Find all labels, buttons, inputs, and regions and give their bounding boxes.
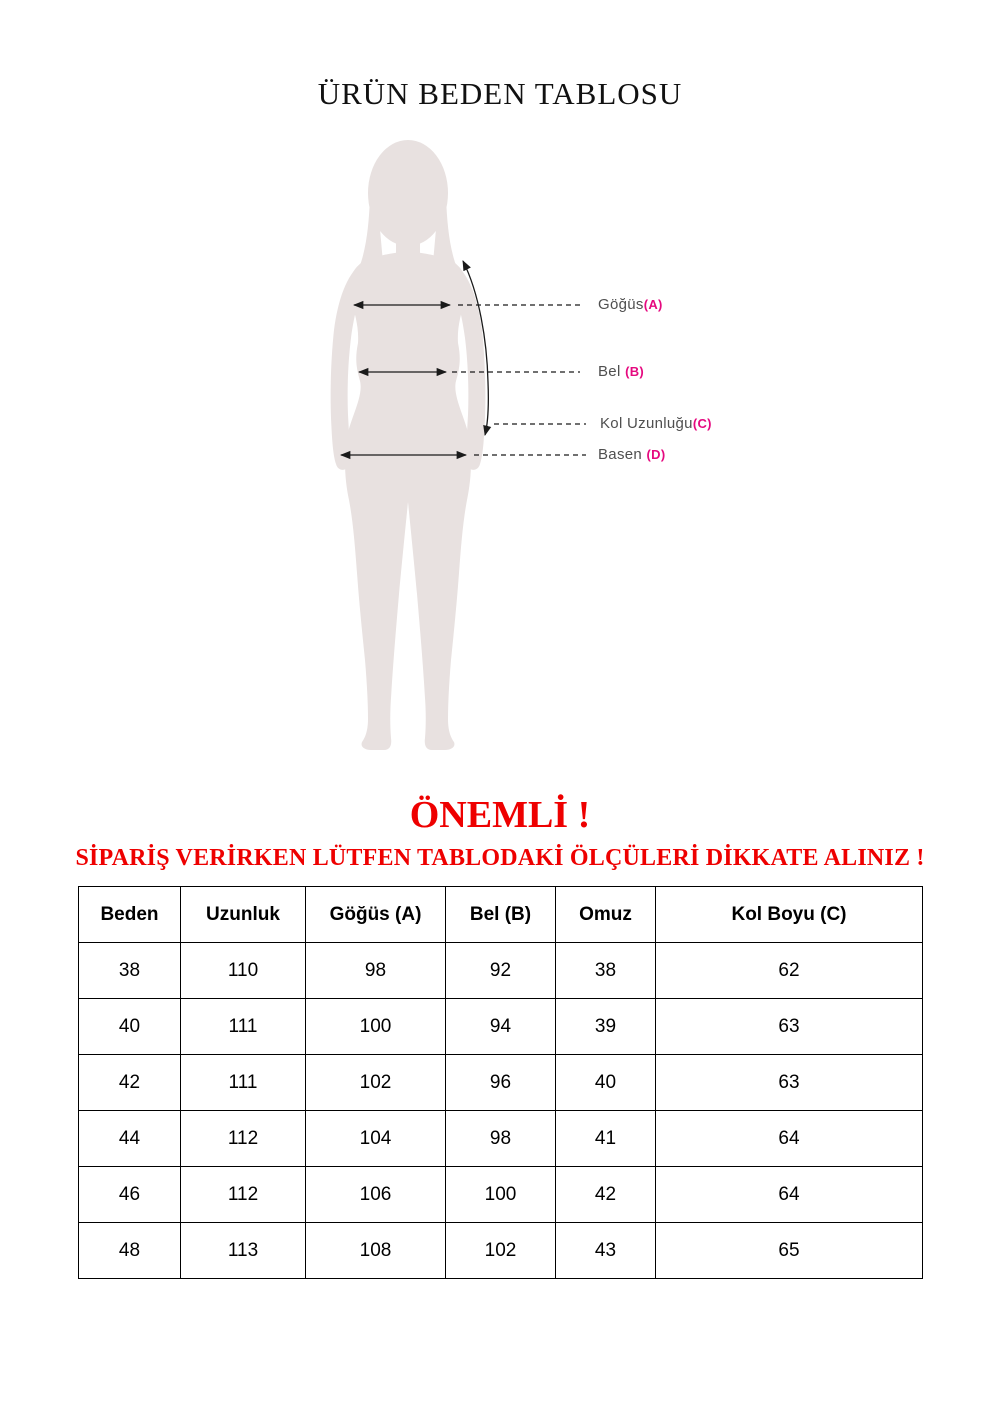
table-cell: 64 [656,1167,923,1223]
arm-length-label [600,415,712,432]
table-cell: 112 [181,1111,306,1167]
table-cell: 98 [446,1111,556,1167]
table-cell: 63 [656,1055,923,1111]
column-header: Kol Boyu (C) [656,887,923,943]
table-row [79,943,923,999]
table-cell: 64 [656,1111,923,1167]
table-cell: 111 [181,1055,306,1111]
chest-label [598,296,663,313]
column-header: Bel (B) [446,887,556,943]
chest-label-letter: (A) [643,297,663,312]
table-cell: 108 [306,1223,446,1279]
table-cell: 40 [79,999,181,1055]
hip-label [598,446,665,463]
table-cell: 40 [556,1055,656,1111]
table-row [79,999,923,1055]
table-cell: 102 [306,1055,446,1111]
column-header: Uzunluk [181,887,306,943]
waist-label-text: Bel [598,363,626,380]
table-cell: 111 [181,999,306,1055]
table-cell: 104 [306,1111,446,1167]
table-cell: 102 [446,1223,556,1279]
table-cell: 65 [656,1223,923,1279]
table-cell: 38 [79,943,181,999]
size-table [78,886,923,1279]
table-row [79,1055,923,1111]
table-row [79,1111,923,1167]
order-warning-text: SİPARİŞ VERİRKEN LÜTFEN TABLODAKİ ÖLÇÜLERİ DİKKATE ALINIZ ! [75,845,925,871]
table-cell: 113 [181,1223,306,1279]
table-cell: 112 [181,1167,306,1223]
table-cell: 96 [446,1055,556,1111]
column-header: Göğüs (A) [306,887,446,943]
table-cell: 94 [446,999,556,1055]
table-cell: 41 [556,1111,656,1167]
hip-label-text: Basen [598,446,647,463]
important-heading: ÖNEMLİ ! [409,794,591,836]
table-cell: 39 [556,999,656,1055]
table-cell: 98 [306,943,446,999]
table-cell: 38 [556,943,656,999]
table-cell: 44 [79,1111,181,1167]
table-cell: 100 [306,999,446,1055]
table-cell: 48 [79,1223,181,1279]
table-cell: 106 [306,1167,446,1223]
table-cell: 42 [556,1167,656,1223]
chest-label-text: Göğüs [598,296,644,313]
table-header-row [79,887,923,943]
table-cell: 110 [181,943,306,999]
arm-length-label-letter: (C) [692,416,712,431]
table-cell: 46 [79,1167,181,1223]
table-cell: 42 [79,1055,181,1111]
waist-label-letter: (B) [625,364,645,379]
table-cell: 62 [656,943,923,999]
table-cell: 63 [656,999,923,1055]
table-cell: 100 [446,1167,556,1223]
arm-length-label-text: Kol Uzunluğu [600,415,693,432]
column-header: Omuz [556,887,656,943]
column-header: Beden [79,887,181,943]
table-row [79,1167,923,1223]
table-cell: 43 [556,1223,656,1279]
page-title: ÜRÜN BEDEN TABLOSU [317,76,683,111]
waist-label [598,363,644,380]
table-row [79,1223,923,1279]
hip-label-letter: (D) [646,447,666,462]
female-silhouette-shape [331,140,486,750]
table-cell: 92 [446,943,556,999]
